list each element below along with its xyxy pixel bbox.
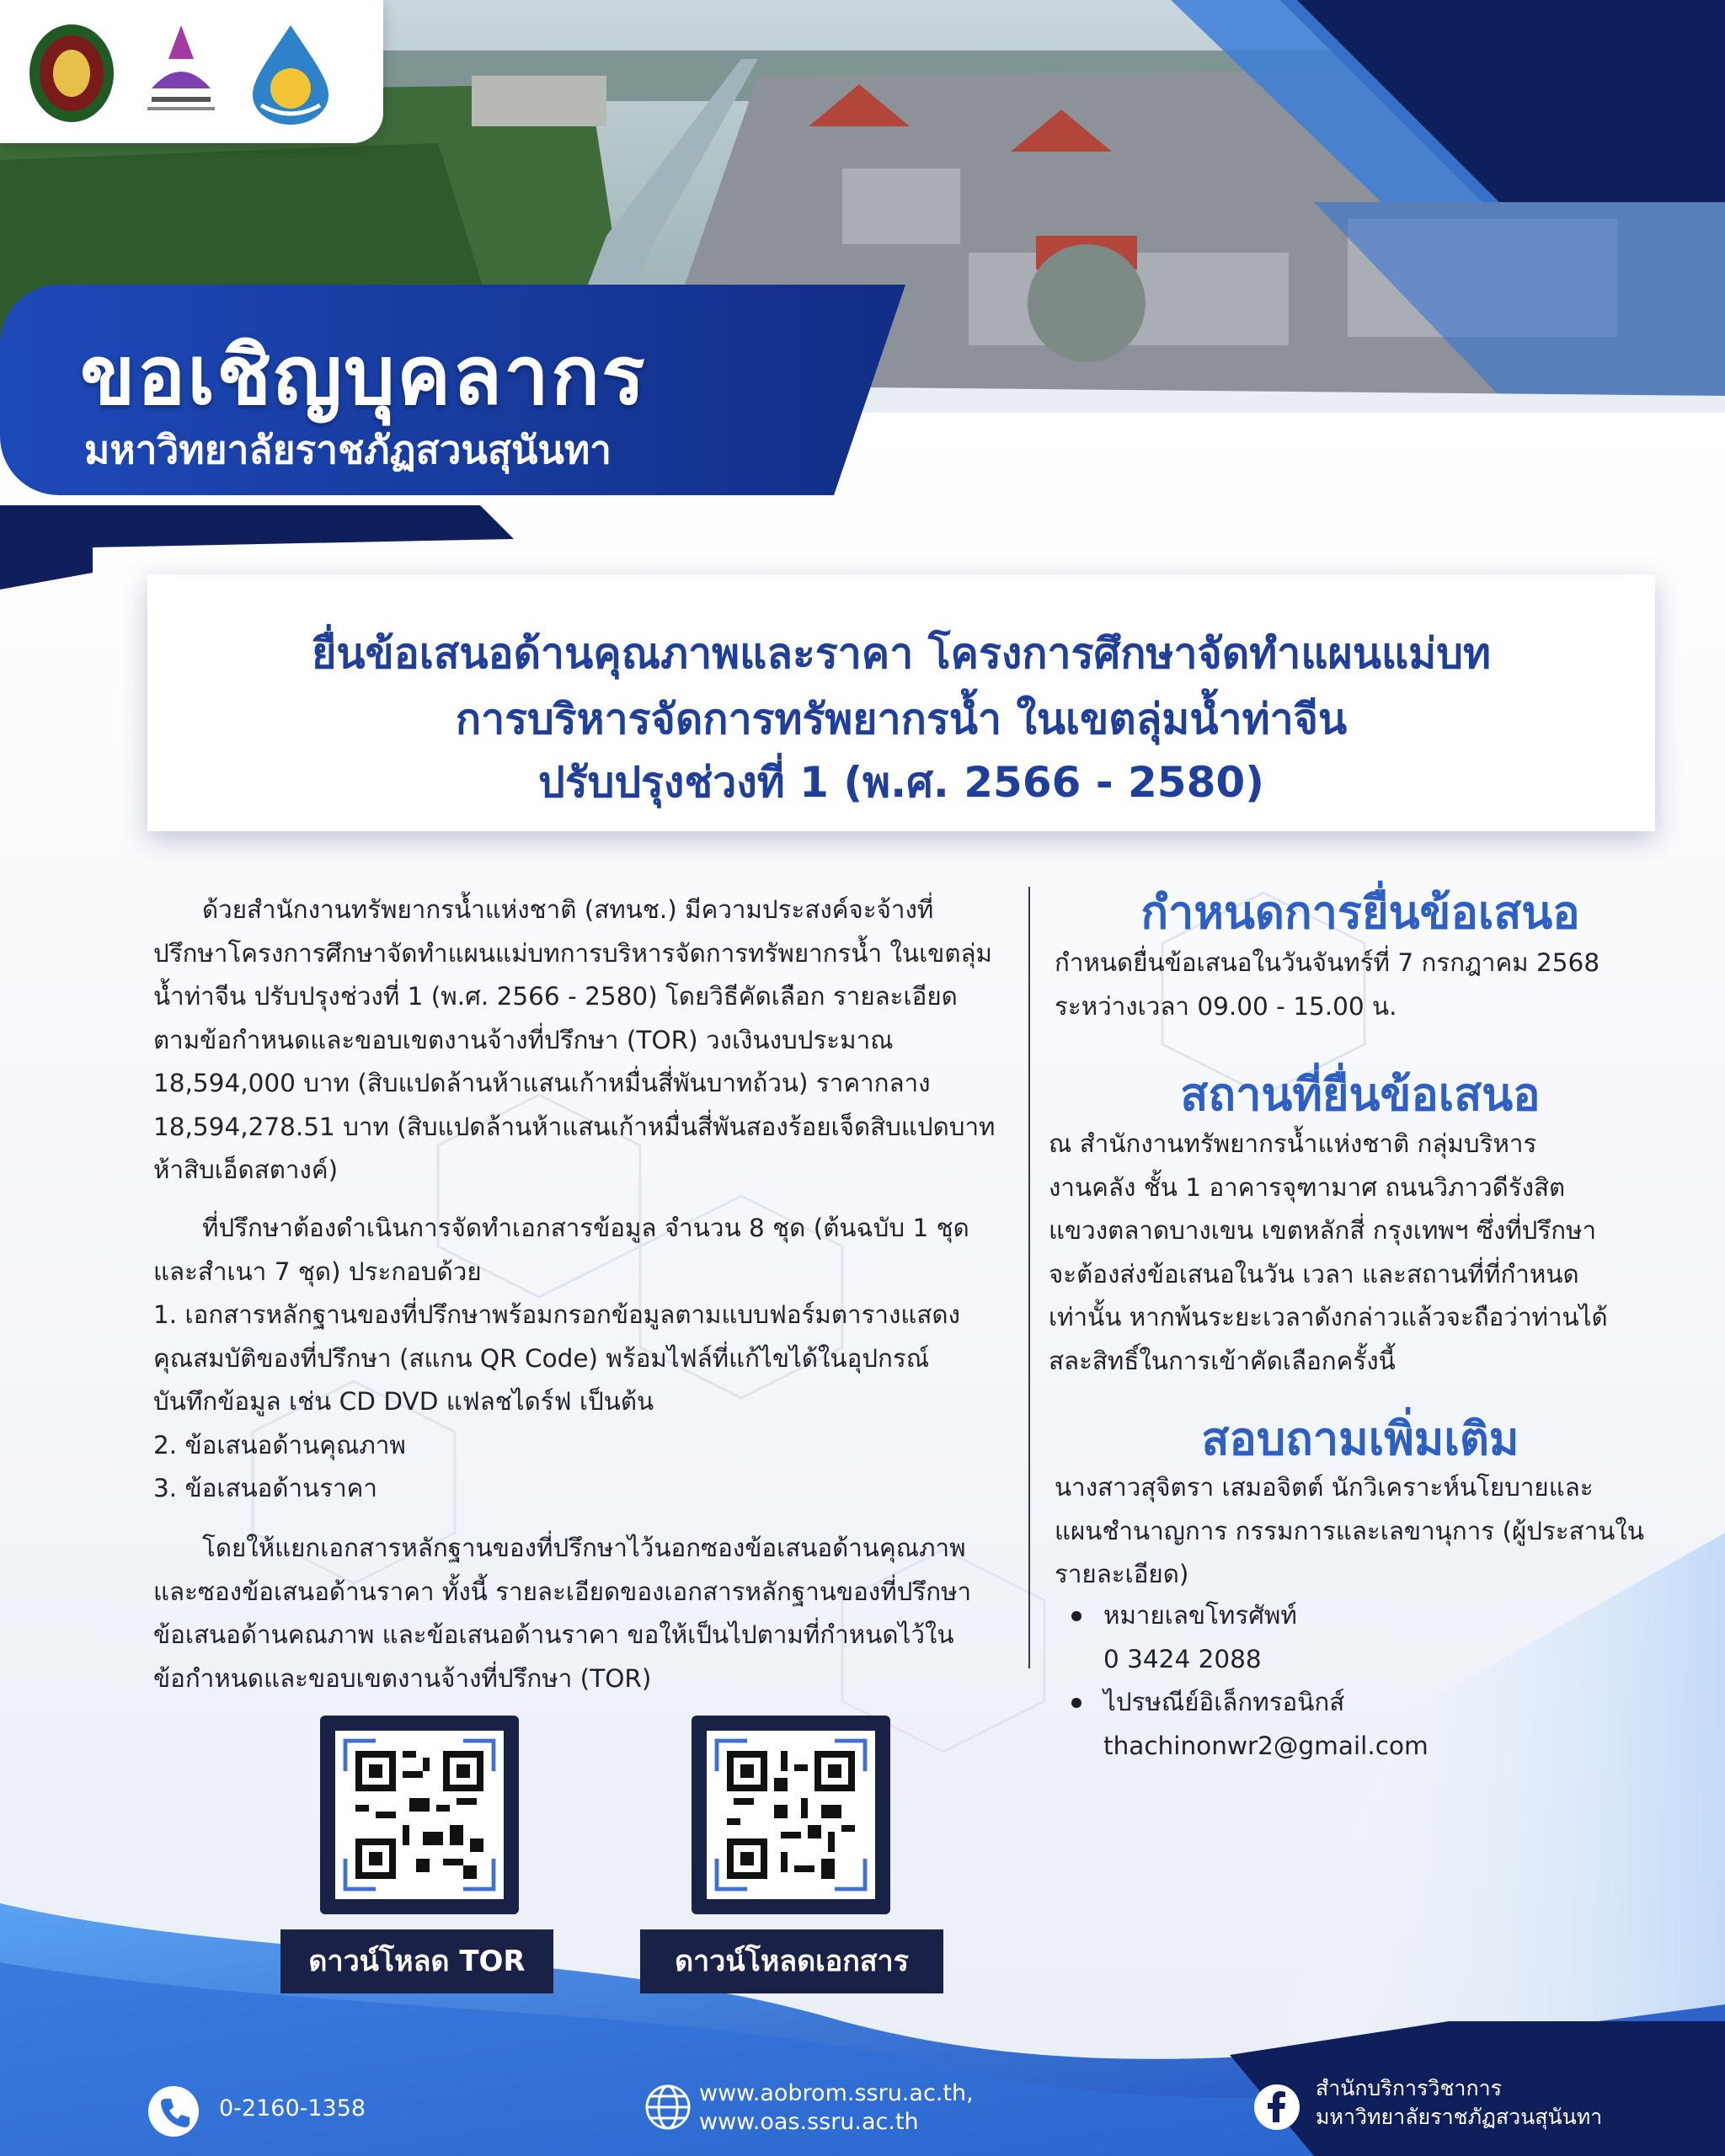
text-line: 18,594,000 บาท (สิบแปดล้านห้าแสนเก้าหมื่นสี่พันบาทถ้วน) ราคากลาง	[153, 1069, 931, 1097]
qr-code-icon	[707, 1731, 875, 1899]
venue-heading: สถานที่ยื่นข้อเสนอ	[1180, 1068, 1541, 1121]
page-title: ขอเชิญบุคลากร	[80, 328, 647, 423]
headline-line-2: การบริหารจัดการทรัพยากรน้ำ ในเขตลุ่มน้ำท่าจีน	[455, 695, 1348, 744]
website-link[interactable]: www.oas.ssru.ac.th	[699, 2109, 919, 2135]
text-line: สละสิทธิ์ในการเข้าคัดเลือกครั้งนี้	[1049, 1346, 1396, 1375]
website-link[interactable]: www.aobrom.ssru.ac.th,	[699, 2080, 974, 2106]
text-line: แขวงตลาดบางเขน เขตหลักสี่ กรุงเทพฯ ซึ่งที่ปรึกษา	[1049, 1216, 1597, 1245]
text-line: และสำเนา 7 ชุด) ประกอบด้วย	[153, 1257, 482, 1286]
headline-line-1: ยื่นข้อเสนอด้านคุณภาพและราคา โครงการศึกษาจัดทำแผนแม่บท	[312, 629, 1491, 678]
footer-phone[interactable]: 0-2160-1358	[219, 2095, 366, 2121]
paragraph-documents	[153, 1207, 1000, 1511]
email-contact	[1103, 1681, 1710, 1768]
text-line: 18,594,278.51 บาท (สิบแปดล้านห้าแสนเก้าหมื่นสี่พันสองร้อยเจ็ดสิบแปดบาท	[153, 1112, 996, 1141]
text-line: แผนชำนาญการ กรรมการและเลขานุการ (ผู้ประสานใน	[1055, 1516, 1644, 1545]
text-line: 1. เอกสารหลักฐานของที่ปรึกษาพร้อมกรอกข้อมูลตามแบบฟอร์มตารางแสดง	[153, 1300, 960, 1329]
paragraph-intro	[153, 889, 1000, 1193]
phone-label: หมายเลขโทรศัพท์	[1103, 1601, 1297, 1630]
phone-icon	[147, 2085, 200, 2137]
bullet-icon	[1071, 1698, 1081, 1708]
facebook-page-name[interactable]: มหาวิทยาลัยราชภัฏสวนสุนันทา	[1316, 2105, 1603, 2129]
globe-icon	[644, 2084, 692, 2131]
deadline-heading: กำหนดการยื่นข้อเสนอ	[1140, 886, 1580, 939]
text-line: ปรึกษาโครงการศึกษาจัดทำแผนแม่บทการบริหารจัดการทรัพยากรน้ำ ในเขตลุ่ม	[153, 938, 992, 968]
water-drop-logo-icon	[244, 21, 337, 126]
text-line: เท่านั้น หากพ้นระยะเวลาดังกล่าวแล้วจะถือว่าท่านได้	[1049, 1303, 1608, 1331]
text-line: บันทึกข้อมูล เช่น CD DVD แฟลชไดร์ฟ เป็นต้น	[153, 1387, 654, 1416]
inquiry-text	[1055, 1466, 1661, 1597]
text-line: ที่ปรึกษาต้องดำเนินการจัดทำเอกสารข้อมูล จำนวน 8 ชุด (ต้นฉบับ 1 ชุด	[202, 1214, 969, 1242]
text-line: นางสาวสุจิตรา เสมอจิตต์ นักวิเคราะห์นโยบายและ	[1055, 1473, 1594, 1502]
text-line: 2. ข้อเสนอด้านคุณภาพ	[153, 1430, 406, 1460]
download-documents-button[interactable]: ดาวน์โหลดเอกสาร	[640, 1929, 943, 1993]
text-line: 3. ข้อเสนอด้านราคา	[153, 1474, 377, 1502]
text-line: น้ำท่าจีน ปรับปรุงช่วงที่ 1 (พ.ศ. 2566 - 2580) โดยวิธีคัดเลือก รายละเอียด	[153, 982, 958, 1011]
text-line: และซองข้อเสนอด้านราคา ทั้งนี้ รายละเอียดของเอกสารหลักฐานของที่ปรึกษา	[153, 1577, 972, 1606]
qr-code-tor[interactable]	[320, 1716, 519, 1914]
text-line: ระหว่างเวลา 09.00 - 15.00 น.	[1055, 991, 1397, 1021]
phone-contact	[1103, 1594, 1710, 1681]
logos-panel	[0, 0, 383, 143]
bullet-icon	[1071, 1611, 1081, 1621]
headline-card	[147, 574, 1655, 831]
text-line: รายละเอียด)	[1055, 1560, 1189, 1588]
download-tor-button[interactable]: ดาวน์โหลด TOR	[280, 1929, 553, 1993]
paragraph-separation	[153, 1527, 1000, 1700]
footer-websites	[699, 2079, 974, 2137]
text-line: ณ สำนักงานทรัพยากรน้ำแห่งชาติ กลุ่มบริหาร	[1049, 1129, 1537, 1158]
text-line: ตามข้อกำหนดและขอบเขตงานจ้างที่ปรึกษา (TOR) วงเงินงบประมาณ	[153, 1025, 894, 1054]
email-label: ไปรษณีย์อิเล็กทรอนิกส์	[1103, 1688, 1345, 1716]
qr-code-icon	[335, 1731, 504, 1899]
deadline-text	[1055, 942, 1661, 1028]
text-line: คุณสมบัติของที่ปรึกษา (สแกน QR Code) พร้อมไฟล์ที่แก้ไขได้ในอุปกรณ์	[153, 1343, 930, 1373]
column-divider	[1028, 887, 1030, 1668]
text-line: กำหนดยื่นข้อเสนอในวันจันทร์ที่ 7 กรกฎาคม 2568	[1055, 948, 1600, 977]
phone-number[interactable]: 0 3424 2088	[1103, 1644, 1262, 1673]
crest-icon	[135, 21, 227, 126]
page-subtitle: มหาวิทยาลัยราชภัฏสวนสุนันทา	[84, 427, 611, 472]
qr-code-documents[interactable]	[692, 1716, 890, 1914]
text-line: ด้วยสำนักงานทรัพยากรน้ำแห่งชาติ (สทนช.) มีความประสงค์จะจ้างที่	[202, 895, 934, 924]
facebook-icon	[1253, 2084, 1300, 2131]
email-address[interactable]: thachinonwr2@gmail.com	[1103, 1731, 1429, 1760]
venue-text	[1049, 1123, 1655, 1383]
inquiry-heading: สอบถามเพิ่มเติม	[1201, 1412, 1519, 1465]
facebook-page-name[interactable]: สำนักบริการวิชาการ	[1316, 2076, 1503, 2100]
university-seal-icon	[25, 21, 118, 126]
text-line: จะต้องส่งข้อเสนอในวัน เวลา และสถานที่ที่กำหนด	[1049, 1259, 1579, 1289]
text-line: โดยให้แยกเอกสารหลักฐานของที่ปรึกษาไว้นอกซองข้อเสนอด้านคุณภาพ	[202, 1534, 966, 1562]
text-line: งานคลัง ชั้น 1 อาคารจุฑามาศ ถนนวิภาวดีรังสิต	[1049, 1172, 1566, 1202]
headline-line-3: ปรับปรุงช่วงที่ 1 (พ.ศ. 2566 - 2580)	[537, 758, 1264, 807]
footer-facebook	[1316, 2074, 1602, 2132]
text-line: ข้อกำหนดและขอบเขตงานจ้างที่ปรึกษา (TOR)	[153, 1663, 652, 1693]
text-line: ห้าสิบเอ็ดสตางค์)	[153, 1155, 339, 1184]
text-line: ข้อเสนอด้านคณภาพ และข้อเสนอด้านราคา ขอให้เป็นไปตามที่กำหนดไว้ใน	[153, 1620, 954, 1649]
